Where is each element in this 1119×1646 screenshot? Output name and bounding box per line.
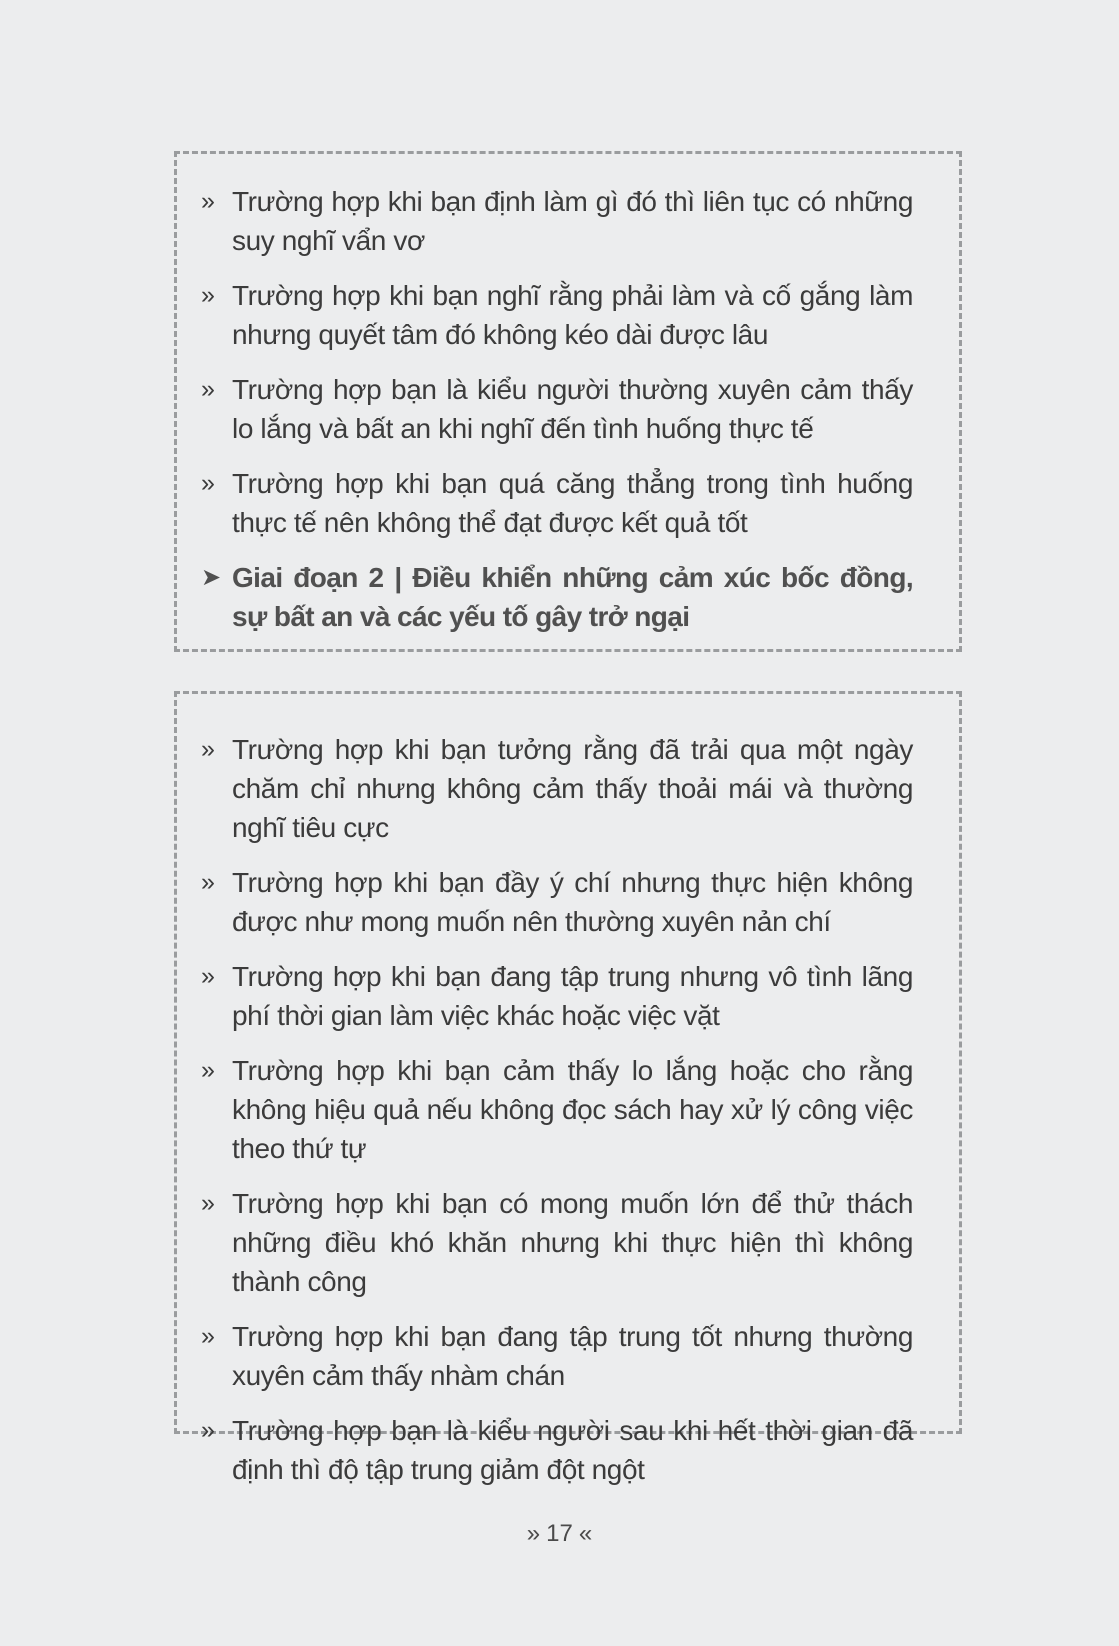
bullet-item bbox=[201, 370, 913, 448]
bullet-item bbox=[201, 276, 913, 354]
double-chevron-icon: » bbox=[201, 735, 215, 763]
bullet-text: Trường hợp khi bạn tưởng rằng đã trải qua một ngày chăm chỉ nhưng không cảm thấy thoải mái và thường nghĩ tiêu cực bbox=[232, 734, 913, 843]
double-chevron-icon: » bbox=[201, 469, 215, 497]
stage-heading-text: Giai đoạn 2 | Điều khiển những cảm xúc bốc đồng, sự bất an và các yếu tố gây trở ngại bbox=[232, 562, 913, 632]
double-chevron-icon: » bbox=[201, 1056, 215, 1084]
bullet-item bbox=[201, 464, 913, 542]
double-chevron-icon: » bbox=[201, 1322, 215, 1350]
bullet-item bbox=[201, 1051, 913, 1168]
bullet-item bbox=[201, 1411, 913, 1489]
bullet-text: Trường hợp bạn là kiểu người sau khi hết thời gian đã định thì độ tập trung giảm đột ngột bbox=[232, 1415, 913, 1485]
bullet-item bbox=[201, 863, 913, 941]
double-chevron-icon: » bbox=[201, 375, 215, 403]
bullet-text: Trường hợp bạn là kiểu người thường xuyên cảm thấy lo lắng và bất an khi nghĩ đến tình huống thực tế bbox=[232, 374, 913, 444]
bullet-item bbox=[201, 1184, 913, 1301]
page-number-value: 17 bbox=[546, 1520, 573, 1547]
double-chevron-icon: » bbox=[201, 1189, 215, 1217]
double-chevron-icon: » bbox=[201, 868, 215, 896]
dashed-box-bottom bbox=[174, 691, 962, 1485]
stage-heading bbox=[201, 558, 913, 636]
page-number-right-mark: « bbox=[578, 1520, 593, 1547]
bullet-text: Trường hợp khi bạn định làm gì đó thì liên tục có những suy nghĩ vẩn vơ bbox=[232, 186, 913, 256]
bullet-text: Trường hợp khi bạn đang tập trung tốt nhưng thường xuyên cảm thấy nhàm chán bbox=[232, 1321, 913, 1391]
bullet-item bbox=[201, 1317, 913, 1395]
bullet-item bbox=[201, 730, 913, 847]
bullet-text: Trường hợp khi bạn quá căng thẳng trong tình huống thực tế nên không thể đạt được kết quả tốt bbox=[232, 468, 913, 538]
page-number-left-mark: » bbox=[526, 1520, 541, 1547]
bullet-text: Trường hợp khi bạn cảm thấy lo lắng hoặc cho rằng không hiệu quả nếu không đọc sách hay xử lý công việc theo thứ tự bbox=[232, 1055, 913, 1164]
arrowhead-icon: ➤ bbox=[201, 564, 222, 591]
dashed-box-top bbox=[174, 151, 962, 652]
bullet-text: Trường hợp khi bạn đầy ý chí nhưng thực hiện không được như mong muốn nên thường xuyên nản chí bbox=[232, 867, 913, 937]
double-chevron-icon: » bbox=[201, 281, 215, 309]
page-number bbox=[0, 1518, 1119, 1550]
bullet-text: Trường hợp khi bạn có mong muốn lớn để thử thách những điều khó khăn nhưng khi thực hiện thì không thành công bbox=[232, 1188, 913, 1297]
bullet-item bbox=[201, 182, 913, 260]
double-chevron-icon: » bbox=[201, 1416, 215, 1444]
double-chevron-icon: » bbox=[201, 962, 215, 990]
bullet-item bbox=[201, 957, 913, 1035]
bullet-text: Trường hợp khi bạn nghĩ rằng phải làm và cố gắng làm nhưng quyết tâm đó không kéo dài được lâu bbox=[232, 280, 913, 350]
double-chevron-icon: » bbox=[201, 187, 215, 215]
bullet-text: Trường hợp khi bạn đang tập trung nhưng vô tình lãng phí thời gian làm việc khác hoặc việc vặt bbox=[232, 961, 913, 1031]
